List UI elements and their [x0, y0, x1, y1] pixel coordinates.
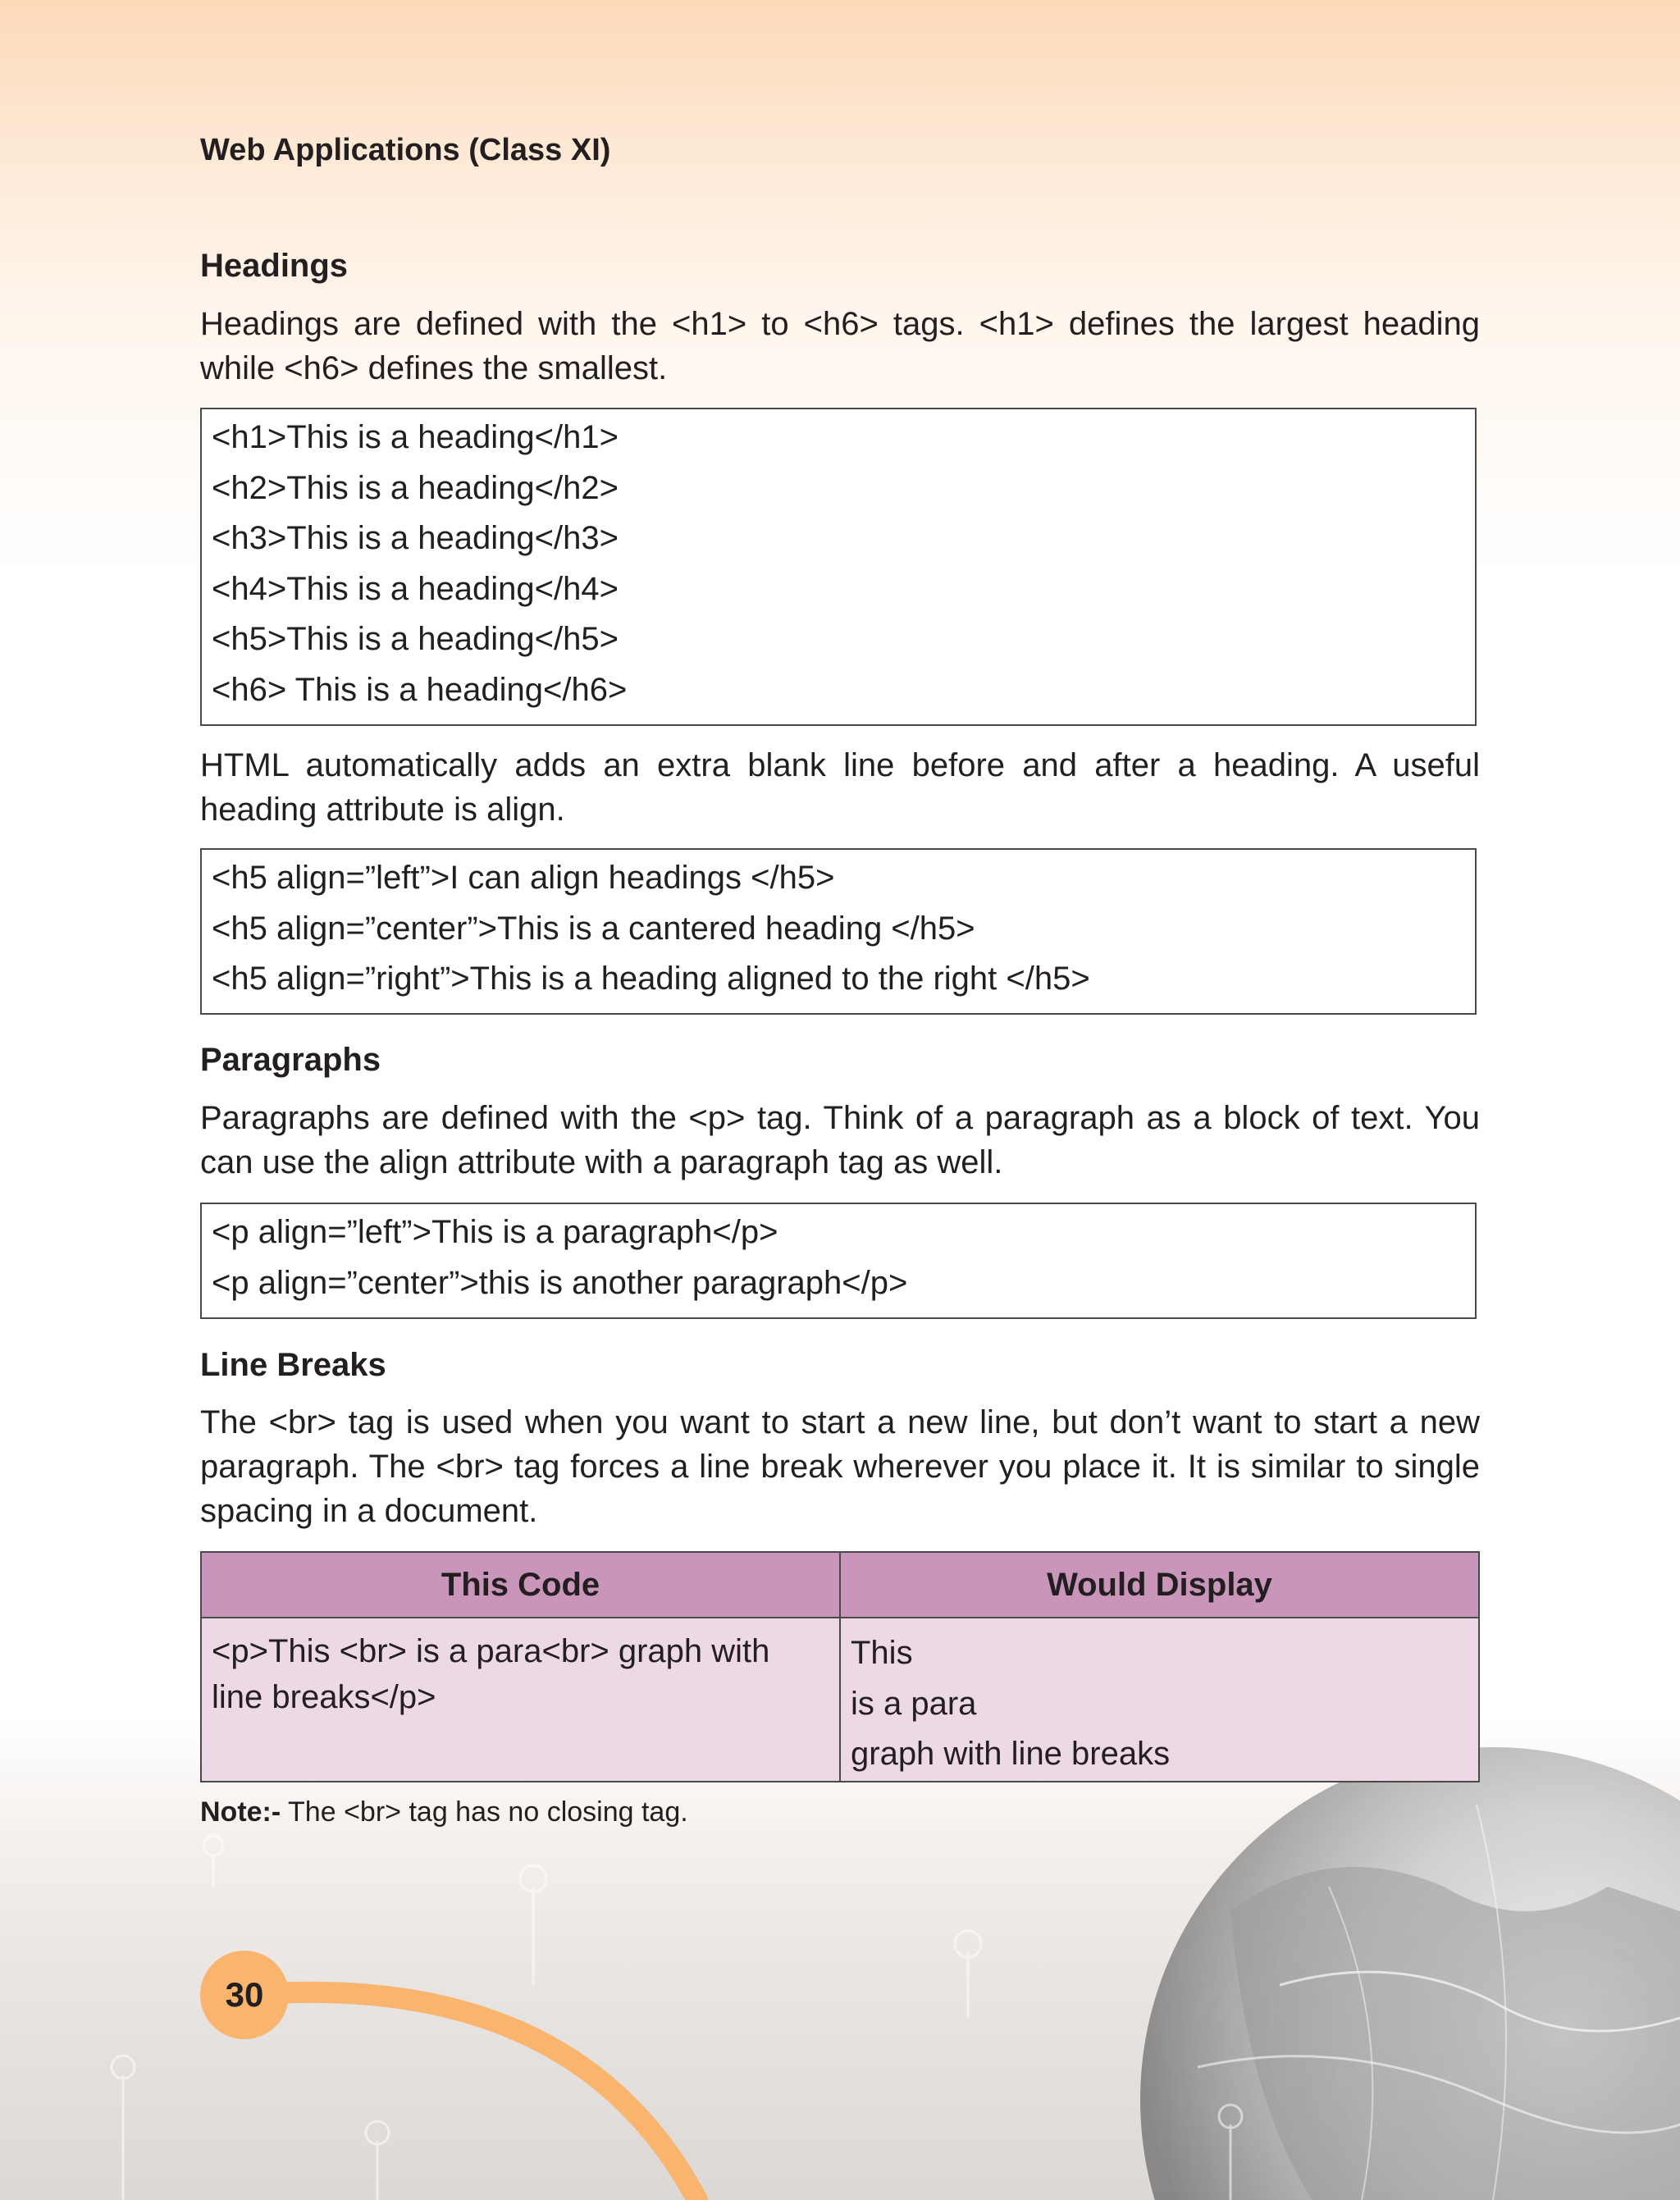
section-title-headings: Headings — [200, 248, 349, 284]
display-cell — [840, 1618, 1479, 1782]
code-line: <h2>This is a heading</h2> — [212, 469, 619, 506]
headings-after-text: HTML automatically adds an extra blank line before and after a heading. A useful heading attribute is align. — [200, 747, 1480, 828]
code-line: <h5 align=”right”>This is a heading aligned to the right </h5> — [212, 961, 1090, 997]
section-title-paragraphs: Paragraphs — [200, 1042, 381, 1078]
code-line: <h4>This is a heading</h4> — [212, 570, 619, 607]
code-line: <p align=”left”>This is a paragraph</p> — [212, 1214, 778, 1250]
orange-swoosh — [246, 1992, 697, 2200]
code-line: <h3>This is a heading</h3> — [212, 520, 619, 556]
note-text: The <br> tag has no closing tag. — [281, 1796, 688, 1828]
running-head: Web Applications (Class XI) — [200, 133, 611, 167]
section-title-line-breaks: Line Breaks — [200, 1347, 386, 1383]
code-cell: <p>This <br> is a para<br> graph with line breaks</p> — [201, 1618, 840, 1782]
headings-code-box — [200, 408, 1477, 726]
column-header-this-code: This Code — [201, 1552, 840, 1618]
code-line: <h5 align=”left”>I can align headings </h5> — [212, 860, 835, 896]
line-break-table — [200, 1551, 1480, 1782]
column-header-would-display: Would Display — [840, 1552, 1479, 1618]
page-number-badge — [200, 1951, 289, 2039]
paragraphs-intro: Paragraphs are defined with the <p> tag. Think of a paragraph as a block of text. You can use the align attribute with a paragraph tag as well. — [200, 1100, 1480, 1180]
code-line: <h6> This is a heading</h6> — [212, 671, 628, 708]
display-line: is a para — [851, 1685, 977, 1722]
note — [200, 1796, 688, 1828]
globe-graphic — [1140, 1747, 1680, 2200]
table-row — [201, 1618, 1479, 1782]
note-label: Note:- — [200, 1796, 281, 1828]
code-line: <h5 align=”center”>This is a cantered heading </h5> — [212, 910, 975, 947]
code-line: <h1>This is a heading</h1> — [212, 419, 619, 455]
page-number: 30 — [225, 1975, 264, 2014]
align-code-box — [200, 848, 1477, 1015]
code-line: <h5>This is a heading</h5> — [212, 621, 619, 657]
headings-intro: Headings are defined with the <h1> to <h6> tags. <h1> defines the largest heading while <h6> defines the smallest. — [200, 306, 1480, 386]
paragraphs-code-box — [200, 1203, 1477, 1319]
code-line: <p align=”center”>this is another paragraph</p> — [212, 1264, 908, 1301]
line-breaks-intro: The <br> tag is used when you want to start a new line, but don’t want to start a new paragraph. The <br> tag forces a line break wherever you place it. It is similar to single spacing in a document. — [200, 1404, 1480, 1529]
table-header-row — [201, 1552, 1479, 1618]
display-line: This — [851, 1635, 913, 1671]
display-line: graph with line breaks — [851, 1736, 1171, 1772]
